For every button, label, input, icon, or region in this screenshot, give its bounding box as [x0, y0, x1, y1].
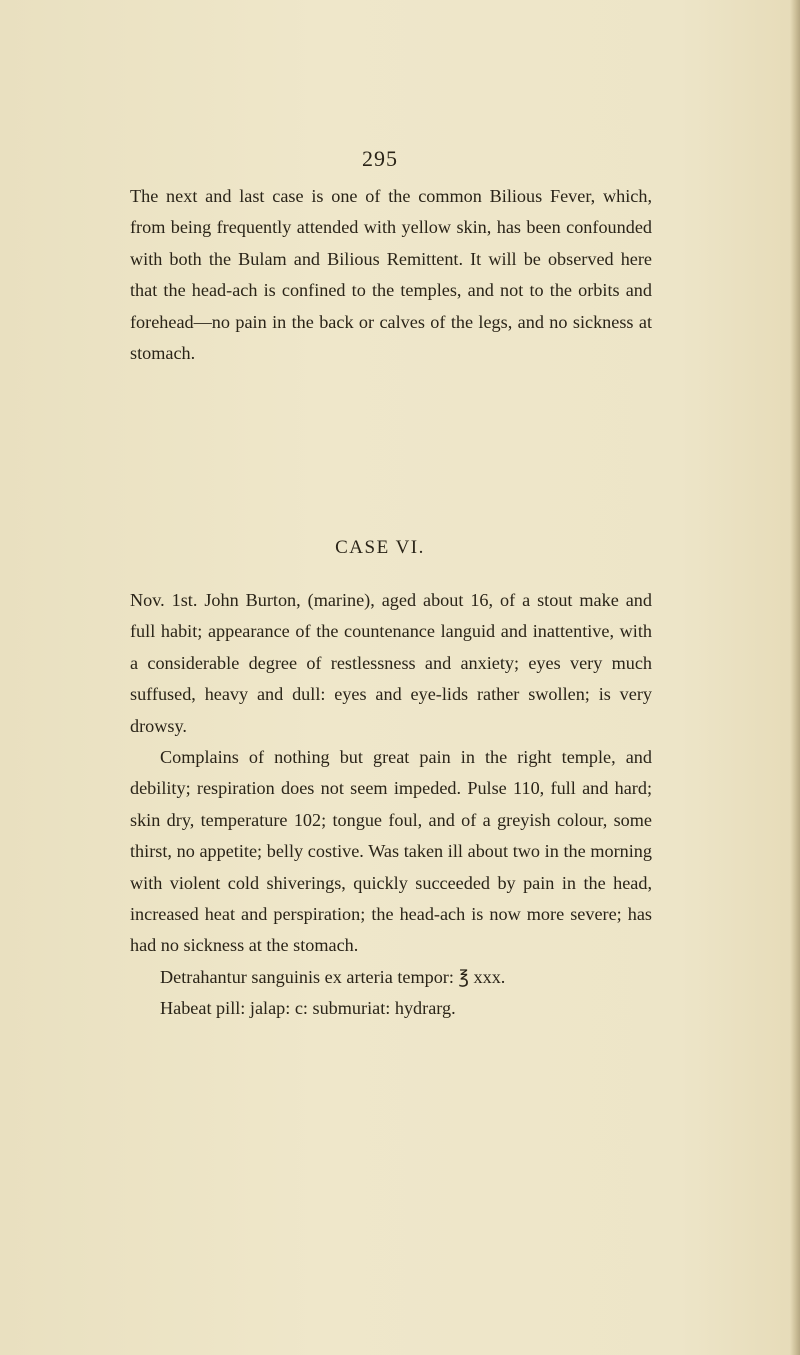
page-number: 295 — [362, 146, 398, 171]
case-paragraph: Complains of nothing but great pain in the right temple, and debility; respiration does not seem impeded. Pulse 110, full and hard; skin dry, temperature 102; tongue foul, and of a greyish colour, some thirst, no appetite; belly costive. Was taken ill about two in the morning with violent cold shiverings, quickly succeeded by pain in the head, increased heat and perspiration; the head-ach is now more severe; has had no sickness at the stomach. — [130, 747, 652, 956]
case-heading: CASE VI. — [335, 537, 425, 558]
prescription-line: Habeat pill: jalap: c: submuriat: hydrarg. — [160, 998, 456, 1019]
prescription-line: Detrahantur sanguinis ex arteria tempor: ℥ xxx. — [160, 966, 506, 987]
case-paragraph: Nov. 1st. John Burton, (marine), aged about 16, of a stout make and full habit; appearance of the countenance languid and inattentive, with a considerable degree of restlessness and anxiety; eyes very much suffused, heavy and dull: eyes and eye-lids rather swollen; is very drowsy. — [130, 590, 652, 736]
intro-paragraph: The next and last case is one of the common Bilious Fever, which, from being frequently attended with yellow skin, has been confounded with both the Bulam and Bilious Remittent. It will be observed here that the head-ach is confined to the temples, and not to the orbits and forehead—no pain in the back or calves of the legs, and no sickness at stomach. — [130, 186, 652, 364]
case-text-block — [130, 585, 652, 1025]
page-edge-shadow — [790, 0, 800, 1355]
intro-text-block — [130, 181, 652, 369]
